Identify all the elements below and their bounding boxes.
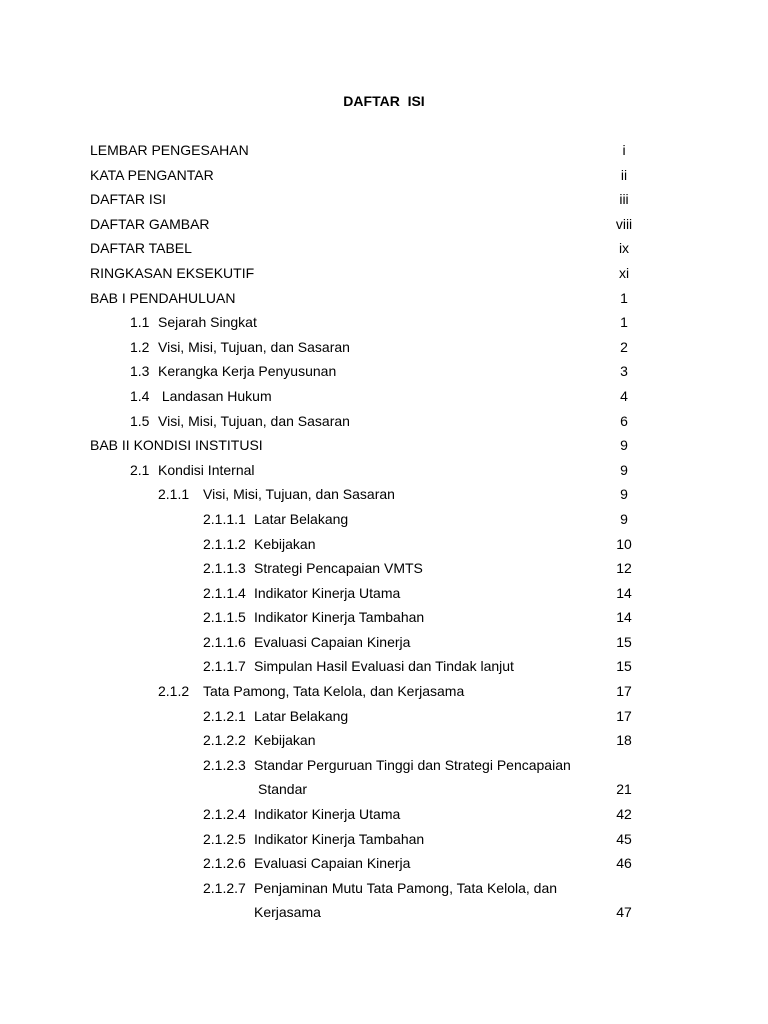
toc-entry-page-number: 14 (616, 609, 632, 626)
toc-entry-page-number: ii (620, 166, 628, 183)
toc-entry-page-number: 9 (620, 486, 628, 503)
toc-entry (0, 214, 768, 239)
toc-entry-page-number: 45 (616, 830, 632, 847)
toc-entry-page-number: 18 (616, 732, 632, 749)
toc-entry-number: 2.1.1.6 (203, 633, 246, 650)
toc-entry-number: 2.1.1 (158, 486, 190, 503)
toc-entry-number: 1.4 (130, 387, 150, 404)
toc-entry-page-number: viii (615, 215, 633, 232)
toc-entry-label: Latar Belakang (254, 510, 349, 527)
toc-entry-label: Strategi Pencapaian VMTS (254, 560, 423, 577)
toc-entry (0, 238, 768, 263)
toc-entry-page-number: 6 (620, 412, 628, 429)
toc-entry (0, 730, 768, 755)
toc-entry (0, 460, 768, 485)
toc-entry (0, 902, 768, 927)
toc-entry-page-number: 1 (620, 314, 628, 331)
toc-entry-label: LEMBAR PENGESAHAN (90, 142, 249, 158)
toc-entry-number: 2.1.1.7 (203, 658, 246, 675)
toc-entry-number: 2.1.1.2 (203, 535, 246, 552)
toc-entry-label: RINGKASAN EKSEKUTIF (90, 264, 255, 281)
toc-entry-label: Indikator Kinerja Utama (254, 584, 401, 601)
toc-entry (0, 878, 768, 903)
toc-entry-number: 1.2 (130, 338, 150, 355)
toc-entry-page-number: 2 (620, 338, 628, 355)
toc-entry-label: BAB II KONDISI INSTITUSI (90, 437, 263, 454)
toc-entry-label: Evaluasi Capaian Kinerja (254, 855, 411, 872)
toc-entry-label: Simpulan Hasil Evaluasi dan Tindak lanjut (254, 658, 514, 675)
toc-entry (0, 534, 768, 559)
toc-entry-number: 2.1.1.4 (203, 584, 246, 601)
toc-entry-label: Penjaminan Mutu Tata Pamong, Tata Kelola, dan (254, 879, 558, 896)
toc-entry-label: Indikator Kinerja Tambahan (254, 609, 425, 626)
toc-entry-page-number: 17 (616, 683, 632, 700)
toc-entry-page-number: 12 (616, 560, 632, 577)
toc-entry-page-number: 1 (620, 289, 628, 306)
toc-entry (0, 607, 768, 632)
toc-entry-number: 2.1.2 (158, 683, 190, 700)
toc-entry-page-number: 9 (620, 510, 628, 527)
toc-entry-label: Kebijakan (254, 732, 316, 749)
toc-entry-number: 1.3 (130, 363, 150, 380)
toc-entry-page-number: 15 (616, 633, 632, 650)
toc-entry-label: DAFTAR ISI (90, 191, 166, 208)
toc-entry (0, 558, 768, 583)
toc-entry-page-number: ix (618, 240, 630, 257)
toc-entry (0, 165, 768, 190)
toc-entry (0, 312, 768, 337)
toc-entry-number: 1.1 (130, 314, 150, 331)
toc-entry (0, 140, 768, 165)
toc-entry-label: Kerjasama (254, 904, 321, 921)
toc-entry-page-number: i (622, 142, 626, 158)
toc-entry-number: 2.1.1.5 (203, 609, 246, 626)
toc-entry-label: Kondisi Internal (158, 461, 255, 478)
toc-entry-label: DAFTAR GAMBAR (90, 215, 210, 232)
toc-entry (0, 509, 768, 534)
toc-entry-number: 2.1 (130, 461, 150, 478)
toc-entry-label: Standar (258, 781, 308, 798)
toc-entry (0, 706, 768, 731)
toc-entry-page-number: 10 (616, 535, 632, 552)
toc-entry-page-number: 15 (616, 658, 632, 675)
toc-entry-label: Indikator Kinerja Tambahan (254, 830, 425, 847)
toc-entry-page-number: 9 (620, 461, 628, 478)
toc-entry-label: Sejarah Singkat (158, 314, 257, 331)
toc-entry-page-number: 9 (620, 437, 628, 454)
toc-entry (0, 804, 768, 829)
toc-entry (0, 361, 768, 386)
toc-entry (0, 411, 768, 436)
toc-entry-page-number: 42 (616, 806, 632, 823)
toc-entry-page-number: xi (618, 264, 630, 281)
toc-entry-page-number: 21 (616, 781, 632, 798)
toc-entry-page-number: 47 (616, 904, 632, 921)
toc-entry-label: Tata Pamong, Tata Kelola, dan Kerjasama (203, 683, 465, 700)
toc-entry-label: Evaluasi Capaian Kinerja (254, 633, 411, 650)
toc-entry-label: Landasan Hukum (158, 387, 272, 404)
toc-entry (0, 386, 768, 411)
toc-entry-page-number: 17 (616, 707, 632, 724)
toc-entry (0, 435, 768, 460)
toc-entry (0, 853, 768, 878)
table-of-contents (0, 140, 768, 927)
toc-entry-label: DAFTAR TABEL (90, 240, 192, 257)
toc-entry-number: 2.1.1.1 (203, 510, 246, 527)
toc-entry (0, 484, 768, 509)
page-title: DAFTAR ISI (343, 93, 425, 109)
toc-entry (0, 656, 768, 681)
toc-entry-label: Kebijakan (254, 535, 316, 552)
toc-entry (0, 632, 768, 657)
toc-entry (0, 337, 768, 362)
toc-entry-label: Visi, Misi, Tujuan, dan Sasaran (158, 338, 350, 355)
toc-entry-number: 1.5 (130, 412, 150, 429)
toc-entry (0, 779, 768, 804)
toc-entry-label: KATA PENGANTAR (90, 166, 214, 183)
toc-entry (0, 263, 768, 288)
toc-entry-number: 2.1.2.6 (203, 855, 246, 872)
toc-entry-number: 2.1.1.3 (203, 560, 246, 577)
toc-entry-page-number: 3 (620, 363, 628, 380)
toc-entry-label: Standar Perguruan Tinggi dan Strategi Pencapaian (254, 756, 571, 773)
toc-entry-page-number: iii (619, 191, 629, 208)
toc-entry (0, 829, 768, 854)
toc-entry-label: Indikator Kinerja Utama (254, 806, 401, 823)
toc-entry-page-number: 14 (616, 584, 632, 601)
toc-entry (0, 681, 768, 706)
toc-entry-page-number: 4 (620, 387, 628, 404)
toc-entry-number: 2.1.2.7 (203, 879, 246, 896)
toc-entry-page-number: 46 (616, 855, 632, 872)
toc-entry-number: 2.1.2.3 (203, 756, 246, 773)
toc-entry-number: 2.1.2.2 (203, 732, 246, 749)
toc-entry-label: Latar Belakang (254, 707, 349, 724)
toc-entry-label: Visi, Misi, Tujuan, dan Sasaran (203, 486, 395, 503)
toc-entry (0, 583, 768, 608)
toc-entry (0, 189, 768, 214)
toc-entry-label: BAB I PENDAHULUAN (90, 289, 236, 306)
toc-entry-number: 2.1.2.4 (203, 806, 246, 823)
toc-entry-number: 2.1.2.1 (203, 707, 246, 724)
toc-entry-label: Kerangka Kerja Penyusunan (158, 363, 337, 380)
toc-entry (0, 755, 768, 780)
toc-entry-label: Visi, Misi, Tujuan, dan Sasaran (158, 412, 350, 429)
toc-entry-number: 2.1.2.5 (203, 830, 246, 847)
toc-entry (0, 288, 768, 313)
